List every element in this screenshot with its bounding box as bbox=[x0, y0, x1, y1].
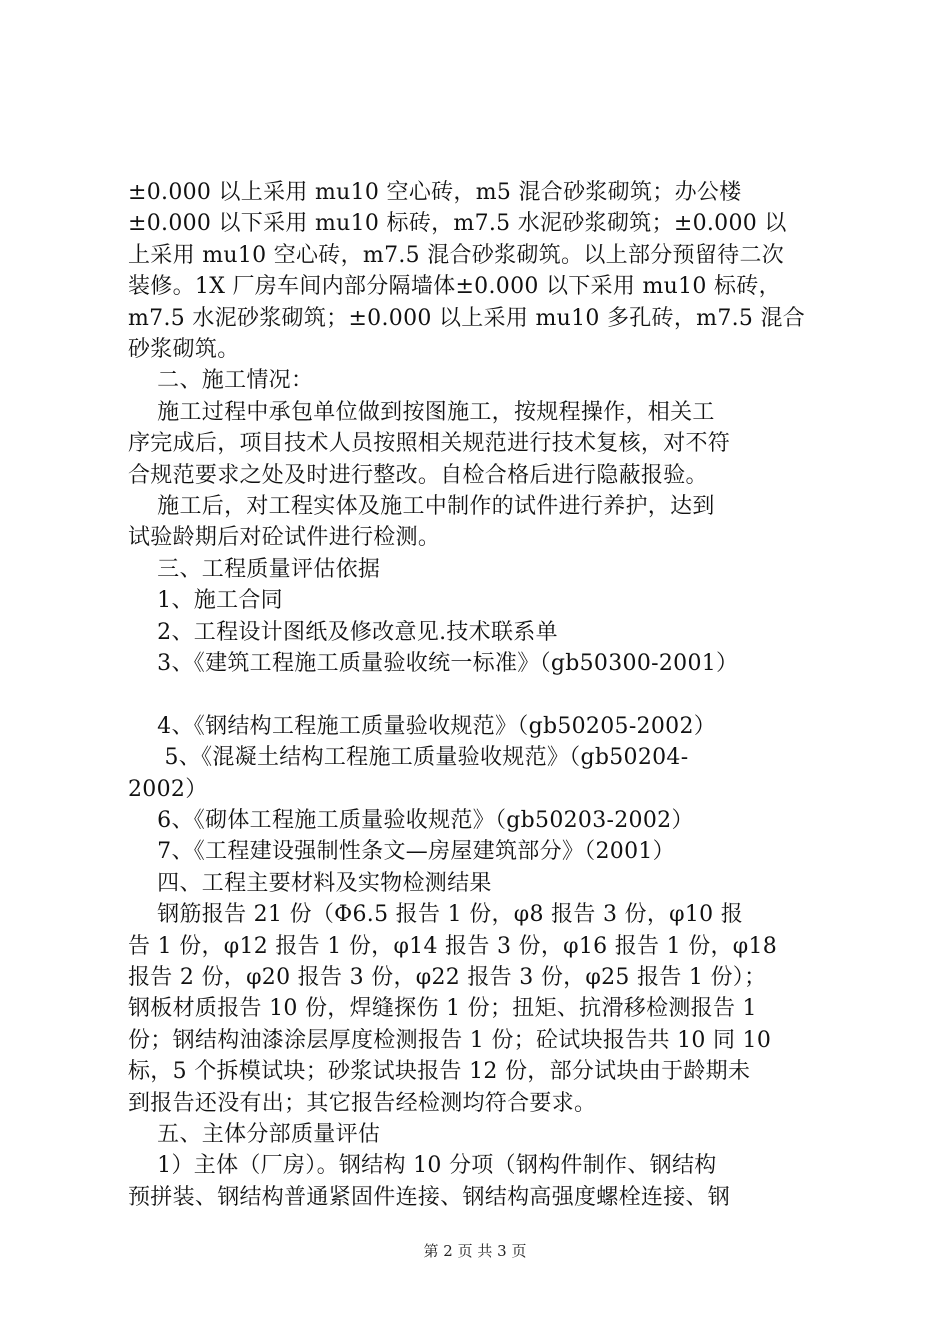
text-line: 四、工程主要材料及实物检测结果 bbox=[128, 870, 492, 896]
text-line: 2002） bbox=[128, 776, 208, 802]
text-line: 钢筋报告 21 份（Φ6.5 报告 1 份，φ8 报告 3 份，φ10 报 bbox=[128, 902, 744, 928]
text-line: 3、《建筑工程施工质量验收统一标准》（gb50300-2001） bbox=[128, 651, 739, 676]
text-line: 装修。1X 厂房车间内部分隔墙体±0.000 以下采用 mu10 标砖， bbox=[128, 274, 781, 300]
text-line: 二、施工情况： bbox=[128, 368, 314, 394]
text-line: 砂浆砌筑。 bbox=[128, 337, 240, 362]
text-line: 钢板材质报告 10 份，焊缝探伤 1 份；扭矩、抗滑移检测报告 1 bbox=[128, 996, 757, 1022]
text-line: 1、施工合同 bbox=[128, 588, 283, 614]
text-line: 份；钢结构油漆涂层厚度检测报告 1 份；砼试块报告共 10 同 10 bbox=[128, 1027, 772, 1053]
text-line: 施工后，对工程实体及施工中制作的试件进行养护，达到 bbox=[128, 494, 715, 519]
text-line: ±0.000 以下采用 mu10 标砖，m7.5 水泥砂浆砌筑；±0.000 以 bbox=[128, 211, 787, 237]
page-footer: 第 2 页 共 3 页 bbox=[423, 1242, 527, 1260]
text-line: 报告 2 份，φ20 报告 3 份，φ22 报告 3 份，φ25 报告 1 份）； bbox=[128, 965, 767, 990]
text-line: 标，5 个拆模试块；砂浆试块报告 12 份，部分试块由于龄期未 bbox=[128, 1059, 751, 1085]
text-line: 6、《砌体工程施工质量验收规范》（gb50203-2002） bbox=[128, 808, 694, 833]
text-line: 到报告还没有出；其它报告经检测均符合要求。 bbox=[128, 1090, 597, 1116]
text-line: 预拼装、钢结构普通紧固件连接、钢结构高强度螺栓连接、钢 bbox=[128, 1184, 731, 1210]
text-line: 1）主体（厂房）。钢结构 10 分项（钢构件制作、钢结构 bbox=[128, 1153, 717, 1179]
text-line: ±0.000 以上采用 mu10 空心砖，m5 混合砂浆砌筑；办公楼 bbox=[128, 180, 742, 205]
text-line: 序完成后，项目技术人员按照相关规范进行技术复核，对不符 bbox=[128, 431, 731, 457]
text-line: 2、工程设计图纸及修改意见.技术联系单 bbox=[128, 619, 558, 645]
text-line: 施工过程中承包单位做到按图施工，按规程操作，相关工 bbox=[128, 399, 715, 425]
text-line: 5、《混凝土结构工程施工质量验收规范》（gb50204- bbox=[128, 745, 689, 771]
text-line: 五、主体分部质量评估 bbox=[128, 1122, 381, 1147]
text-line: 告 1 份，φ12 报告 1 份，φ14 报告 3 份，φ16 报告 1 份，φ18 bbox=[128, 933, 778, 959]
text-line: 试验龄期后对砼试件进行检测。 bbox=[128, 525, 441, 551]
text-line: 7、《工程建设强制性条文—房屋建筑部分》（2001） bbox=[128, 839, 675, 865]
text-line: m7.5 水泥砂浆砌筑；±0.000 以上采用 mu10 多孔砖，m7.5 混合 bbox=[128, 305, 806, 331]
text-line: 合规范要求之处及时进行整改。自检合格后进行隐蔽报验。 bbox=[128, 462, 708, 488]
text-line: 三、工程质量评估依据 bbox=[128, 556, 381, 582]
text-line: 上采用 mu10 空心砖，m7.5 混合砂浆砌筑。以上部分预留待二次 bbox=[128, 242, 785, 268]
text-line: 4、《钢结构工程施工质量验收规范》（gb50205-2002） bbox=[128, 713, 717, 739]
